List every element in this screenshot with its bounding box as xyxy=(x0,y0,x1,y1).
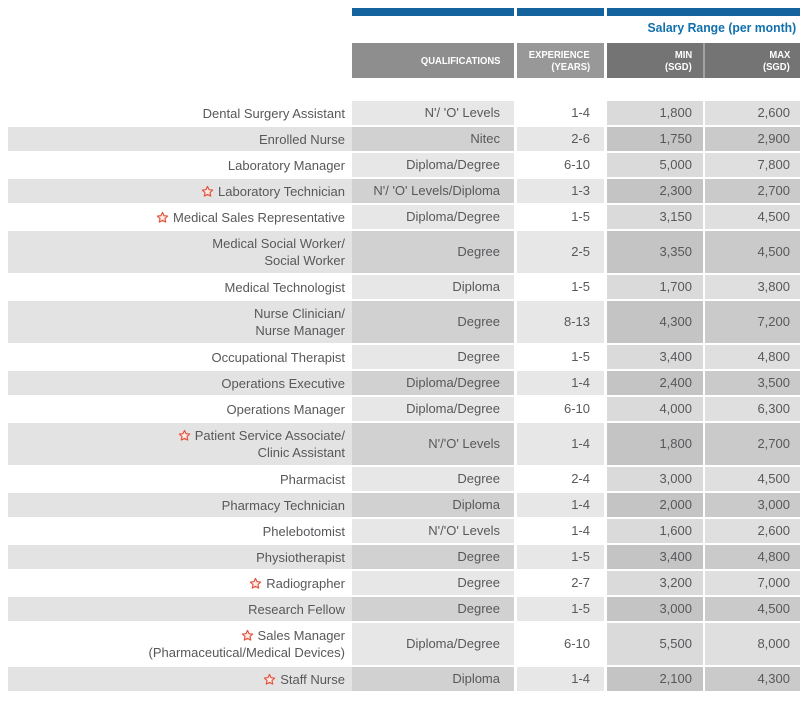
job-title-line: Sales Manager xyxy=(257,628,345,643)
max-salary-cell: 7,800 xyxy=(705,153,800,177)
table-row xyxy=(8,153,800,177)
experience-cell: 2-5 xyxy=(517,231,604,273)
min-salary-cell: 3,400 xyxy=(607,345,703,369)
min-salary-cell: 1,600 xyxy=(607,519,703,543)
job-title-cell xyxy=(8,371,352,395)
max-salary-cell: 3,000 xyxy=(705,493,800,517)
min-salary-cell: 1,750 xyxy=(607,127,703,151)
min-salary-cell: 4,300 xyxy=(607,301,703,343)
qualification-cell: Degree xyxy=(352,345,514,369)
max-salary-cell: 2,700 xyxy=(705,423,800,465)
qualification-cell: Degree xyxy=(352,467,514,491)
experience-cell: 1-4 xyxy=(517,667,604,691)
max-salary-cell: 2,600 xyxy=(705,519,800,543)
job-title-cell xyxy=(8,467,352,491)
col-header-experience: EXPERIENCE (YEARS) xyxy=(517,43,604,78)
col-header-max-sgd: MAX (SGD) xyxy=(705,43,800,78)
qualification-cell: Degree xyxy=(352,231,514,273)
experience-cell: 2-4 xyxy=(517,467,604,491)
experience-cell: 1-5 xyxy=(517,345,604,369)
job-title-line: Operations Executive xyxy=(221,375,345,391)
job-title-line: Physiotherapist xyxy=(256,549,345,565)
table-row xyxy=(8,467,800,491)
job-title-cell xyxy=(8,623,352,665)
qualification-cell: Degree xyxy=(352,571,514,595)
job-title-line: Occupational Therapist xyxy=(211,349,345,365)
min-salary-cell: 1,700 xyxy=(607,275,703,299)
job-title-cell xyxy=(8,205,352,229)
qualification-cell: Diploma xyxy=(352,493,514,517)
job-title-line: Pharmacy Technician xyxy=(221,497,345,513)
job-title-line: Social Worker xyxy=(264,253,345,268)
table-row xyxy=(8,493,800,517)
job-title-line: Phelebotomist xyxy=(262,523,345,539)
job-title-line: (Pharmaceutical/Medical Devices) xyxy=(148,645,345,660)
qualification-cell: Degree xyxy=(352,301,514,343)
job-title-cell xyxy=(8,101,352,125)
table-row xyxy=(8,205,800,229)
table-row xyxy=(8,345,800,369)
experience-cell: 1-4 xyxy=(517,371,604,395)
star-icon xyxy=(201,185,214,198)
job-title-line: Clinic Assistant xyxy=(257,445,345,460)
star-icon xyxy=(249,577,262,590)
qualification-cell: Diploma/Degree xyxy=(352,205,514,229)
qualification-cell: Diploma xyxy=(352,667,514,691)
star-icon xyxy=(178,429,191,442)
min-salary-cell: 3,000 xyxy=(607,597,703,621)
job-title-line: Nurse Clinician/ xyxy=(253,306,345,321)
qualification-cell: Diploma/Degree xyxy=(352,397,514,421)
accent-bar-qualifications xyxy=(352,8,514,16)
job-title-line: Radiographer xyxy=(266,575,345,591)
table-row xyxy=(8,127,800,151)
min-salary-cell: 2,400 xyxy=(607,371,703,395)
experience-cell: 2-6 xyxy=(517,127,604,151)
table-row xyxy=(8,423,800,465)
experience-cell: 1-3 xyxy=(517,179,604,203)
max-salary-cell: 4,500 xyxy=(705,205,800,229)
job-title-cell xyxy=(8,519,352,543)
max-salary-cell: 4,800 xyxy=(705,345,800,369)
job-title-cell xyxy=(8,345,352,369)
job-title-line: Medical Sales Representative xyxy=(173,209,345,225)
accent-bar-experience xyxy=(517,8,604,16)
max-salary-cell: 2,900 xyxy=(705,127,800,151)
job-title-cell xyxy=(8,493,352,517)
min-salary-cell: 3,000 xyxy=(607,467,703,491)
experience-cell: 1-4 xyxy=(517,423,604,465)
qualification-cell: Nitec xyxy=(352,127,514,151)
job-title-line: Enrolled Nurse xyxy=(259,131,345,147)
table-row xyxy=(8,301,800,343)
min-salary-cell: 5,500 xyxy=(607,623,703,665)
experience-cell: 6-10 xyxy=(517,397,604,421)
job-title-line: Operations Manager xyxy=(226,401,345,417)
min-salary-cell: 1,800 xyxy=(607,101,703,125)
job-title-cell xyxy=(8,127,352,151)
table-body xyxy=(8,101,800,691)
min-salary-cell: 3,150 xyxy=(607,205,703,229)
table-row xyxy=(8,519,800,543)
table-header-row xyxy=(8,43,800,78)
qualification-cell: Diploma/Degree xyxy=(352,623,514,665)
max-salary-cell: 3,500 xyxy=(705,371,800,395)
max-salary-cell: 7,000 xyxy=(705,571,800,595)
experience-cell: 8-13 xyxy=(517,301,604,343)
star-icon xyxy=(156,211,169,224)
experience-cell: 1-4 xyxy=(517,101,604,125)
max-salary-cell: 8,000 xyxy=(705,623,800,665)
accent-bar-salary-range xyxy=(607,8,800,16)
job-title-line: Research Fellow xyxy=(248,601,345,617)
qualification-cell: N'/'O' Levels xyxy=(352,519,514,543)
table-row xyxy=(8,571,800,595)
salary-range-label: Salary Range (per month) xyxy=(647,20,796,35)
star-icon xyxy=(241,629,254,642)
qualification-cell: N'/'O' Levels xyxy=(352,423,514,465)
table-row xyxy=(8,397,800,421)
job-title-cell xyxy=(8,545,352,569)
table-row xyxy=(8,597,800,621)
max-salary-cell: 4,500 xyxy=(705,467,800,491)
col-header-qualifications: QUALIFICATIONS xyxy=(352,43,514,78)
experience-cell: 1-4 xyxy=(517,519,604,543)
experience-cell: 1-5 xyxy=(517,545,604,569)
min-salary-cell: 1,800 xyxy=(607,423,703,465)
max-salary-cell: 4,300 xyxy=(705,667,800,691)
job-title-line: Medical Technologist xyxy=(224,279,345,295)
min-salary-cell: 3,350 xyxy=(607,231,703,273)
max-salary-cell: 4,500 xyxy=(705,597,800,621)
job-title-line: Nurse Manager xyxy=(255,323,345,338)
top-accent-bar xyxy=(8,8,800,16)
job-title-cell xyxy=(8,179,352,203)
max-salary-cell: 4,500 xyxy=(705,231,800,273)
job-title-cell xyxy=(8,597,352,621)
experience-cell: 1-4 xyxy=(517,493,604,517)
table-row xyxy=(8,231,800,273)
max-salary-cell: 6,300 xyxy=(705,397,800,421)
table-row xyxy=(8,101,800,125)
max-salary-cell: 4,800 xyxy=(705,545,800,569)
job-title-line: Laboratory Manager xyxy=(227,157,345,173)
experience-cell: 1-5 xyxy=(517,275,604,299)
min-salary-cell: 2,300 xyxy=(607,179,703,203)
job-title-cell xyxy=(8,423,352,465)
job-title-line: Laboratory Technician xyxy=(218,183,345,199)
table-row xyxy=(8,371,800,395)
job-title-line: Pharmacist xyxy=(279,471,345,487)
qualification-cell: Diploma/Degree xyxy=(352,371,514,395)
job-title-line: Dental Surgery Assistant xyxy=(202,105,345,121)
job-title-line: Staff Nurse xyxy=(280,671,345,687)
job-title-line: Medical Social Worker/ xyxy=(212,236,345,251)
qualification-cell: N'/ 'O' Levels xyxy=(352,101,514,125)
max-salary-cell: 2,600 xyxy=(705,101,800,125)
job-title-cell xyxy=(8,275,352,299)
accent-bar-left-spacer xyxy=(8,8,352,16)
table-row xyxy=(8,623,800,665)
qualification-cell: Degree xyxy=(352,597,514,621)
qualification-cell: Diploma/Degree xyxy=(352,153,514,177)
max-salary-cell: 2,700 xyxy=(705,179,800,203)
job-title-cell xyxy=(8,397,352,421)
min-salary-cell: 4,000 xyxy=(607,397,703,421)
table-row xyxy=(8,667,800,691)
table-row xyxy=(8,545,800,569)
max-salary-cell: 3,800 xyxy=(705,275,800,299)
job-title-cell xyxy=(8,153,352,177)
job-title-cell xyxy=(8,231,352,273)
experience-cell: 6-10 xyxy=(517,153,604,177)
col-header-min-sgd: MIN (SGD) xyxy=(607,43,703,78)
job-title-cell xyxy=(8,301,352,343)
max-salary-cell: 7,200 xyxy=(705,301,800,343)
header-left-spacer xyxy=(8,43,352,78)
experience-cell: 1-5 xyxy=(517,205,604,229)
min-salary-cell: 5,000 xyxy=(607,153,703,177)
job-title-line: Patient Service Associate/ xyxy=(194,428,345,443)
table-row xyxy=(8,275,800,299)
job-title-cell xyxy=(8,571,352,595)
min-salary-cell: 2,000 xyxy=(607,493,703,517)
qualification-cell: N'/ 'O' Levels/Diploma xyxy=(352,179,514,203)
star-icon xyxy=(263,673,276,686)
min-salary-cell: 2,100 xyxy=(607,667,703,691)
job-title-cell xyxy=(8,667,352,691)
min-salary-cell: 3,400 xyxy=(607,545,703,569)
table-row xyxy=(8,179,800,203)
qualification-cell: Degree xyxy=(352,545,514,569)
qualification-cell: Diploma xyxy=(352,275,514,299)
experience-cell: 1-5 xyxy=(517,597,604,621)
experience-cell: 2-7 xyxy=(517,571,604,595)
min-salary-cell: 3,200 xyxy=(607,571,703,595)
experience-cell: 6-10 xyxy=(517,623,604,665)
